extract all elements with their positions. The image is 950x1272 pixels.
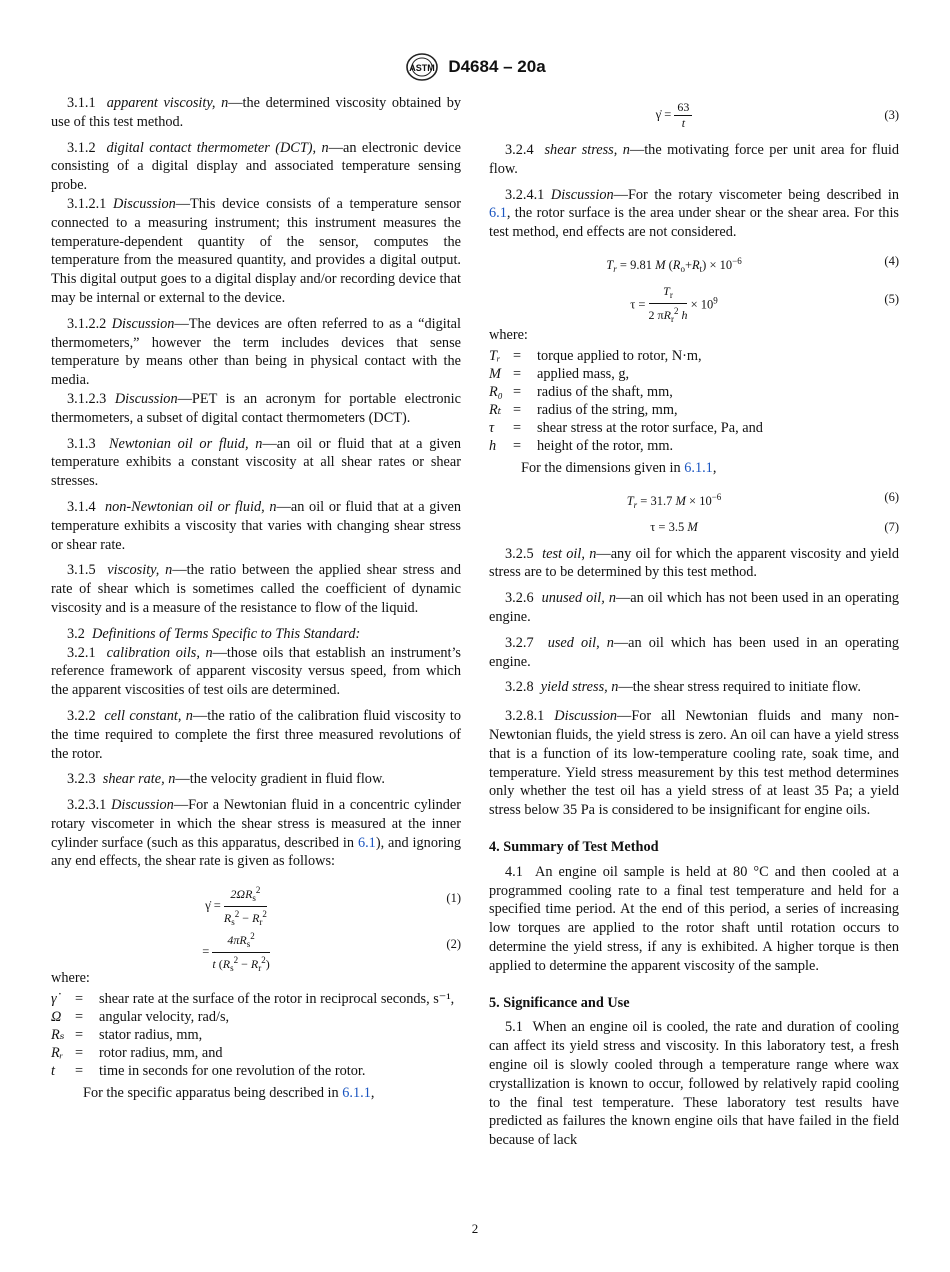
paragraph-3-1-1: 3.1.1 apparent viscosity, n—the determined viscosity obtained by use of this test method. [51, 95, 462, 130]
symbol: Ω [51, 1009, 62, 1026]
symbol-definition [51, 990, 461, 1008]
where-label-right: where: [489, 326, 528, 343]
equation-4: $T_r = 9.81$ M $(R_o+R_t) \times 10^{-6}$ (4) [606, 253, 899, 274]
paragraph-dimensions: For the dimensions given in 6.1.1, [521, 459, 717, 476]
paragraph-3-2-7: 3.2.7 used oil, n—an oil which has been used in an operating engine. [489, 634, 899, 670]
symbol: h [489, 437, 497, 454]
symbol-definition [51, 1008, 461, 1026]
equals-sign: = [75, 1009, 84, 1026]
symbol-definition [489, 383, 899, 401]
svg-text:ASTM: ASTM [409, 63, 436, 73]
paragraph-3-2-5: 3.2.5 test oil, n—any oil for which the apparent viscosity and yield stress are to be determined by this test method. [489, 545, 899, 581]
section-5-heading: 5. Significance and Use [489, 994, 630, 1011]
equals-sign: = [513, 383, 522, 400]
paragraph-3-1-2: 3.1.2 digital contact thermometer (DCT), n—an electronic device consisting of a digital display and associated temperature sensing probe. [51, 139, 461, 194]
symbol-definition [489, 401, 899, 419]
symbol-definition [51, 1026, 461, 1044]
paragraph-3-2-4-1: 3.2.4.1 Discussion—For the rotary viscometer being described in 6.1, the rotor surface is the area under shear or the shear area. For this test method, end effects are not considered. [489, 186, 900, 241]
equals-sign: = [513, 419, 522, 436]
paragraph-3-1-4: 3.1.4 non-Newtonian oil or fluid, n—an oil or fluid that at a given temperature exhibits a viscosity that varies with changing shear stress or shear rate. [51, 498, 461, 553]
paragraph-apparatus: For the specific apparatus being described in 6.1.1, [83, 1085, 375, 1102]
page-header [0, 52, 950, 82]
definition-text: shear stress at the rotor surface, Pa, and [537, 419, 763, 436]
paragraph-3-2-2: 3.2.2 cell constant, n—the ratio of the calibration fluid viscosity to the time required to complete the first three measured revolutions of the rotor. [51, 707, 461, 762]
symbol: τ [489, 419, 495, 436]
paragraph-3-1-2-2: 3.1.2.2 Discussion—The devices are often referred to as a “digital thermometers,” however the term includes devices that sense temperature by means other than being in physical contact with the media. [51, 315, 461, 389]
document-id: D4684 – 20a [448, 57, 546, 76]
symbol: M [489, 365, 501, 382]
equation-2: = $\frac{4\pi R_s^2}{t (R_s^2 - R_r^2)}$ (2) [202, 931, 461, 974]
equals-sign: = [75, 1063, 84, 1080]
equals-sign: = [513, 401, 522, 418]
section-4-heading: 4. Summary of Test Method [489, 838, 659, 855]
symbol-definition [489, 437, 899, 455]
definition-text: time in seconds for one revolution of the rotor. [99, 1063, 366, 1080]
left-column [51, 94, 461, 1103]
symbol: Rₜ [489, 401, 502, 418]
equation-3: γ̇ = $\frac{63}{t}$ (3) [655, 100, 899, 130]
symbol-definition [51, 1062, 461, 1080]
paragraph-5-1: 5.1 When an engine oil is cooled, the rate and duration of cooling can affect its yield stress and viscosity. In this laboratory test, a fresh engine oil is slowly cooled through a temperature range where wax crystallization is known to occur, followed by relatively rapid cooling to the final test temperature. These laboratory test results have predicted as failures the known engine oils that have failed in the field because of lack [489, 1019, 899, 1149]
symbol: γ̇ [51, 991, 57, 1008]
paragraph-3-2-1: 3.2.1 calibration oils, n—those oils that establish an instrument’s reference framework of apparent viscosity versus speed, from which the apparent viscosities of test oils are determined. [51, 644, 461, 699]
paragraph-3-2-8: 3.2.8 yield stress, n—the shear stress required to initiate flow. [505, 679, 861, 696]
link-6-1-1-b[interactable]: 6.1.1 [684, 459, 713, 476]
equals-sign: = [513, 347, 522, 364]
right-column [489, 94, 899, 1150]
equals-sign: = [75, 991, 84, 1008]
equals-sign: = [513, 365, 522, 382]
paragraph-3-1-3: 3.1.3 Newtonian oil or fluid, n—an oil or fluid that at a given temperature exhibits a constant viscosity at all shear rates or shear stresses. [51, 435, 461, 490]
symbol: R₀ [489, 383, 503, 400]
symbol: t [51, 1063, 55, 1080]
paragraph-3-2-4: 3.2.4 shear stress, n—the motivating force per unit area for fluid flow. [489, 142, 900, 177]
symbol: Rₛ [51, 1027, 65, 1044]
paragraph-3-2-8-1: 3.2.8.1 Discussion—For all Newtonian fluids and many non-Newtonian fluids, the yield stress is zero. An oil can have a yield stress that is a function of its low-temperature cooling rate, soak time, and temperature. Yield stress measurement by this test method determines only whether the test oil has a yield stress of at least 35 Pa; a yield stress below 35 Pa is considered to be insignificant for engine oils. [489, 708, 899, 819]
page-number: 2 [471, 1221, 479, 1236]
paragraph-3-2: 3.2 Definitions of Terms Specific to This Standard: [67, 625, 361, 642]
link-6-1-1[interactable]: 6.1.1 [342, 1085, 371, 1102]
paragraph-3-2-6: 3.2.6 unused oil, n—an oil which has not been used in an operating engine. [489, 590, 900, 625]
equation-1: γ̇ = $\frac{2\Omega R_s^2}{R_s^2 - R_r^2}$ (1) [205, 885, 461, 928]
definition-text: applied mass, g, [537, 365, 630, 382]
symbol-definition [489, 419, 899, 437]
symbol: Tᵣ [489, 347, 501, 364]
definition-text: rotor radius, mm, and [99, 1045, 223, 1062]
equals-sign: = [75, 1045, 84, 1062]
definition-text: height of the rotor, mm. [537, 437, 674, 454]
symbol-definitions-right [489, 347, 899, 455]
definition-text: torque applied to rotor, N·m, [537, 347, 702, 364]
where-label-left: where: [51, 970, 90, 987]
symbol-definitions-left [51, 990, 461, 1080]
equation-6: $T_r = 31.7$ $M \times 10^{-6}$ (6) [626, 489, 899, 510]
equals-sign: = [75, 1027, 84, 1044]
definition-text: shear rate at the surface of the rotor in reciprocal seconds, s⁻¹, [99, 991, 455, 1008]
paragraph-3-2-3-1: 3.2.3.1 Discussion—For a Newtonian fluid in a concentric cylinder rotary viscometer in which the shear stress is measured at the inner cylinder surface (such as this apparatus, described in 6.1), and ignoring any end effects, the shear rate is given as follows: [51, 797, 461, 870]
link-6-1-b[interactable]: 6.1 [489, 205, 507, 222]
definition-text: angular velocity, rad/s, [99, 1009, 230, 1026]
definition-text: radius of the string, mm, [537, 401, 678, 418]
paragraph-3-1-5: 3.1.5 viscosity, n—the ratio between the applied shear stress and rate of shear which is sometimes called the coefficient of dynamic viscosity and is a measure of the resistance to flow of the liquid. [51, 562, 461, 616]
symbol-definition [51, 1044, 461, 1062]
paragraph-3-1-2-3: 3.1.2.3 Discussion—PET is an acronym for portable electronic thermometers, a subset of digital contact thermometers (DCT). [51, 390, 461, 426]
equals-sign: = [513, 437, 522, 454]
paragraph-3-1-2-1: 3.1.2.1 Discussion—This device consists of a temperature sensor connected to a measuring instrument; this instrument measures the temperature-dependent quantity of the sensor, computes the temperature from the measured quantity, and provides a digital output. This digital output goes to a digital display and/or recording device that may be internal or external to the device. [51, 195, 462, 306]
paragraph-4-1: 4.1 An engine oil sample is held at 80 °C and then cooled at a programmed cooling rate to a final test temperature and held for a specified time period. At the end of this period, a series of increasing low torques are applied to the rotor shaft until rotation occurs to determine the yield stress, if any is exhibited. A higher torque is then applied to determine the apparent viscosity of the sample. [489, 863, 899, 974]
symbol-definition [489, 347, 899, 365]
definition-text: radius of the shaft, mm, [537, 383, 673, 400]
equation-5: τ = $\frac{T_r}{2 \pi R_r^2 h}$ × $10^9$ (5) [630, 283, 899, 324]
link-6-1[interactable]: 6.1 [357, 834, 376, 851]
symbol: Rᵣ [51, 1045, 64, 1062]
definition-text: stator radius, mm, [99, 1027, 203, 1044]
equation-7: τ = 3.5 M (7) [650, 519, 899, 534]
astm-logo-icon [404, 52, 440, 82]
symbol-definition [489, 365, 899, 383]
paragraph-3-2-3: 3.2.3 shear rate, n—the velocity gradient in fluid flow. [67, 771, 385, 788]
